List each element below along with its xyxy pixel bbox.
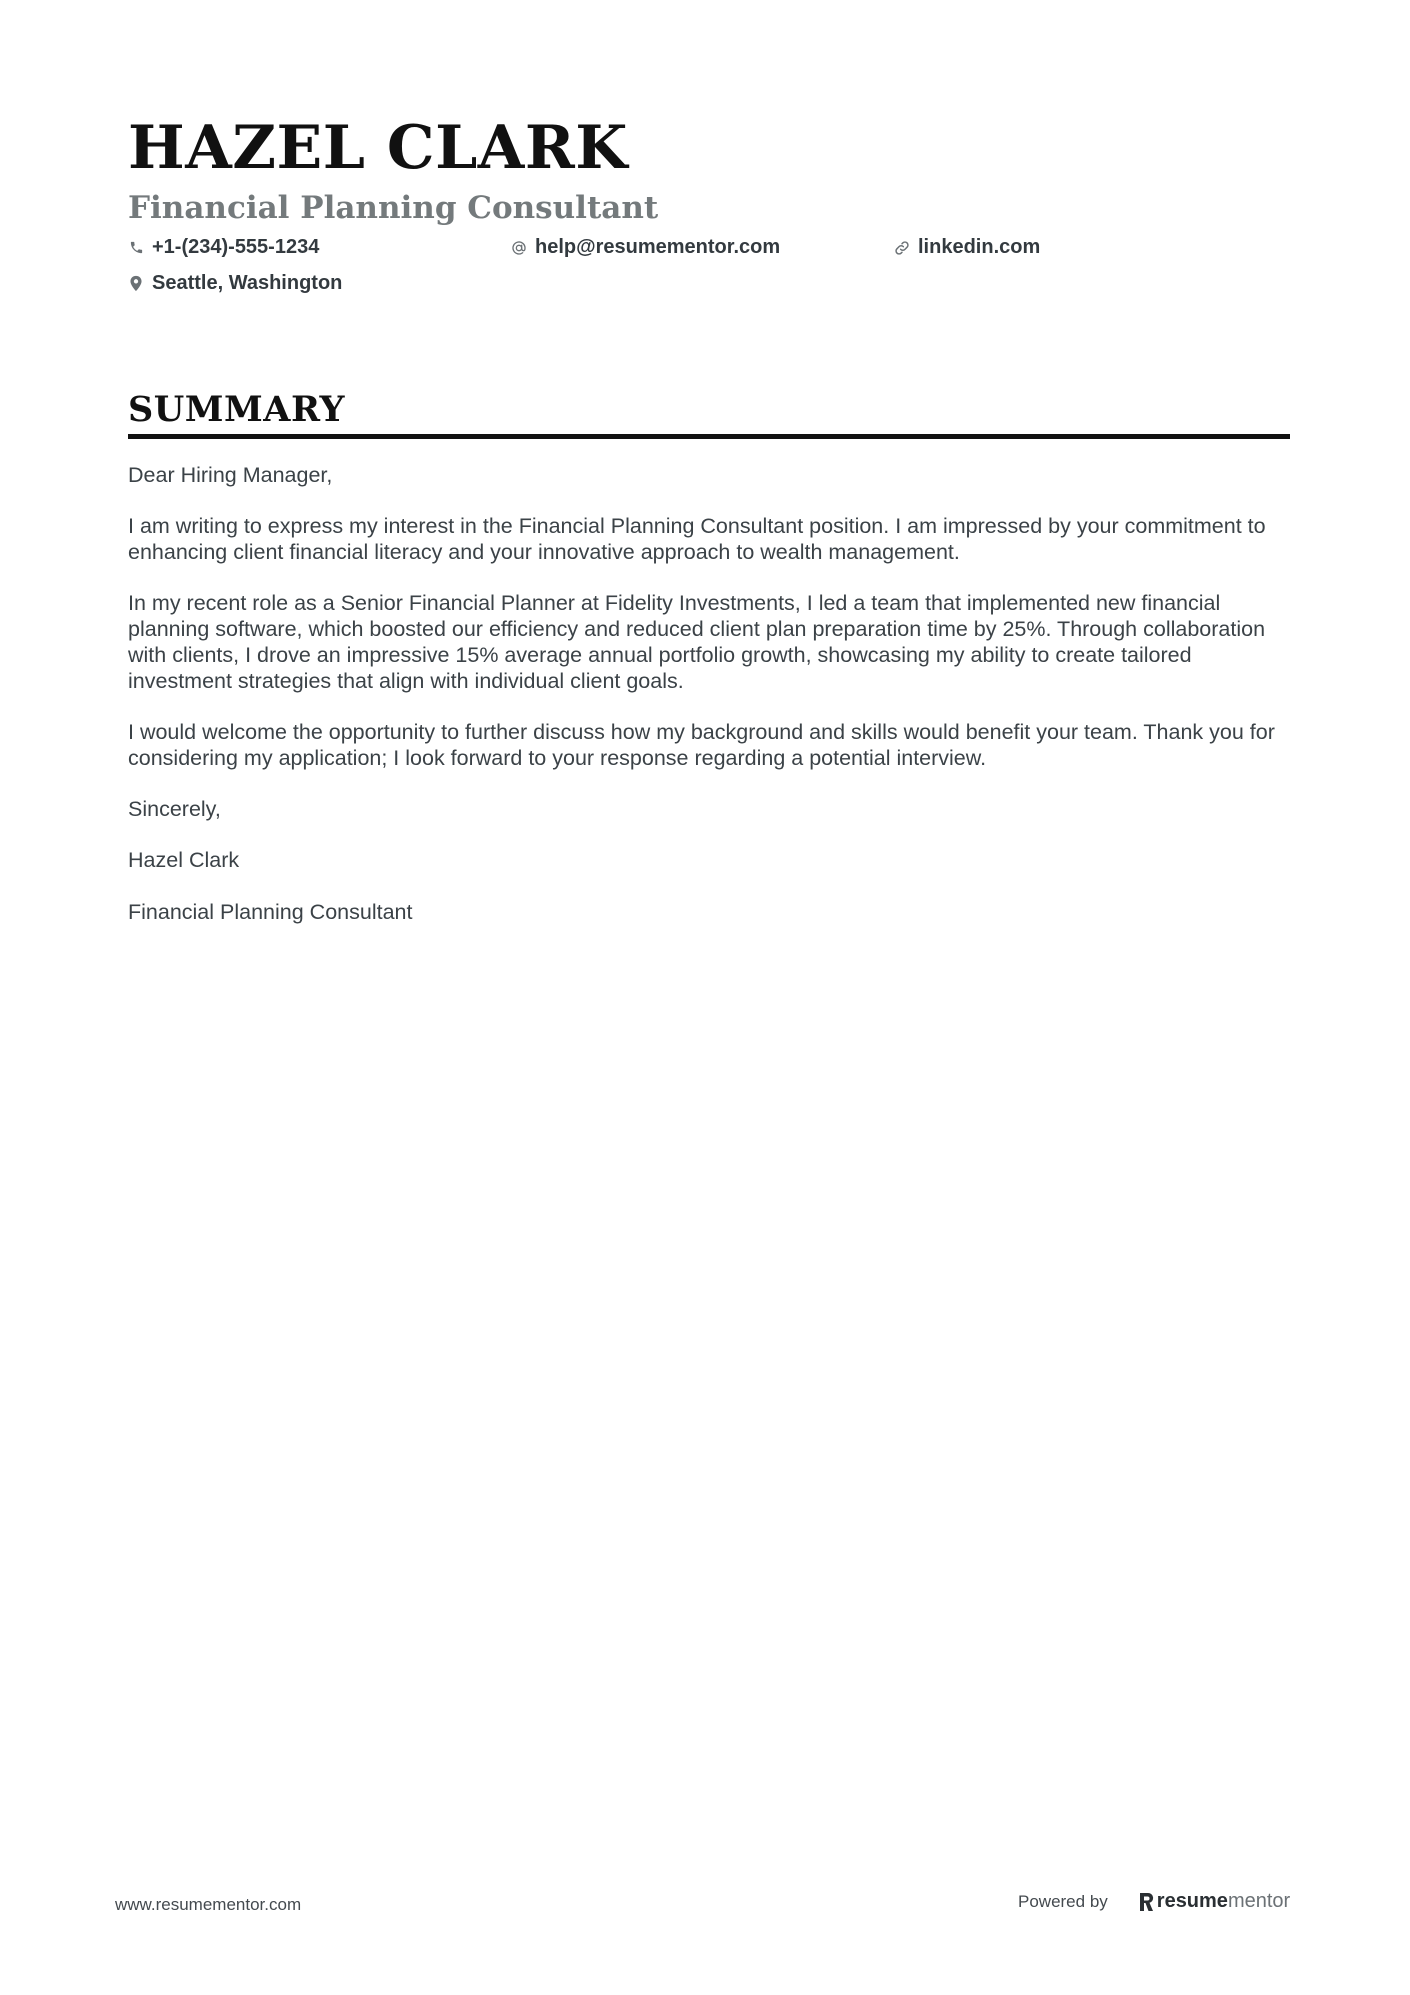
powered-by-label: Powered by xyxy=(1018,1891,1108,1911)
letter-greeting: Dear Hiring Manager, xyxy=(128,463,333,487)
footer-website-link[interactable]: www.resumementor.com xyxy=(115,1895,302,1914)
letter-paragraph: In my recent role as a Senior Financial Planner at Fidelity Investments, I led a team that implemented new financial planning software, which boosted our efficiency and reduced client plan preparation time by 25%. Through collaboration with clients, I drove an impressive 15% average annual portfolio growth, showcasing my ability to create tailored investment strategies that align with individual client goals. xyxy=(128,591,1266,693)
contact-info xyxy=(128,236,1290,310)
linkedin-text: linkedin.com xyxy=(918,236,1041,258)
phone-icon xyxy=(128,240,144,256)
contact-location xyxy=(128,272,342,295)
logo-text-mentor: mentor xyxy=(1227,1890,1291,1912)
section-heading: SUMMARY xyxy=(128,389,345,430)
cover-letter-body xyxy=(128,463,1290,926)
contact-email[interactable] xyxy=(511,236,780,259)
section-divider xyxy=(128,434,1290,439)
signature-title: Financial Planning Consultant xyxy=(128,899,413,924)
contact-phone[interactable] xyxy=(128,236,319,259)
logo-text-resume: resume xyxy=(1156,1890,1228,1912)
link-icon xyxy=(894,240,910,256)
letter-paragraph: I am writing to express my interest in the Financial Planning Consultant position. I am impressed by your commitment to enhancing client financial literacy and your innovative approach to wealth management. xyxy=(128,514,1266,565)
resumementor-logo-icon xyxy=(1138,1892,1154,1912)
signature-name: Hazel Clark xyxy=(128,848,240,873)
at-icon xyxy=(511,240,527,256)
footer-branding xyxy=(1018,1890,1290,1913)
email-text: help@resumementor.com xyxy=(535,236,781,258)
candidate-title: Financial Planning Consultant xyxy=(128,190,659,226)
resume-header xyxy=(128,112,1290,310)
letter-closing: Sincerely, xyxy=(128,797,221,822)
resumementor-logo[interactable] xyxy=(1138,1890,1290,1913)
map-pin-icon xyxy=(128,276,144,292)
summary-section xyxy=(128,388,1290,951)
letter-paragraph: I would welcome the opportunity to further discuss how my background and skills would benefit your team. Thank you for considering my application; I look forward to your response regarding a potential interview. xyxy=(128,719,1275,770)
contact-linkedin[interactable] xyxy=(894,236,1040,259)
phone-text: +1-(234)-555-1234 xyxy=(152,236,320,258)
candidate-name: HAZEL CLARK xyxy=(128,113,628,183)
location-text: Seattle, Washington xyxy=(152,272,343,294)
